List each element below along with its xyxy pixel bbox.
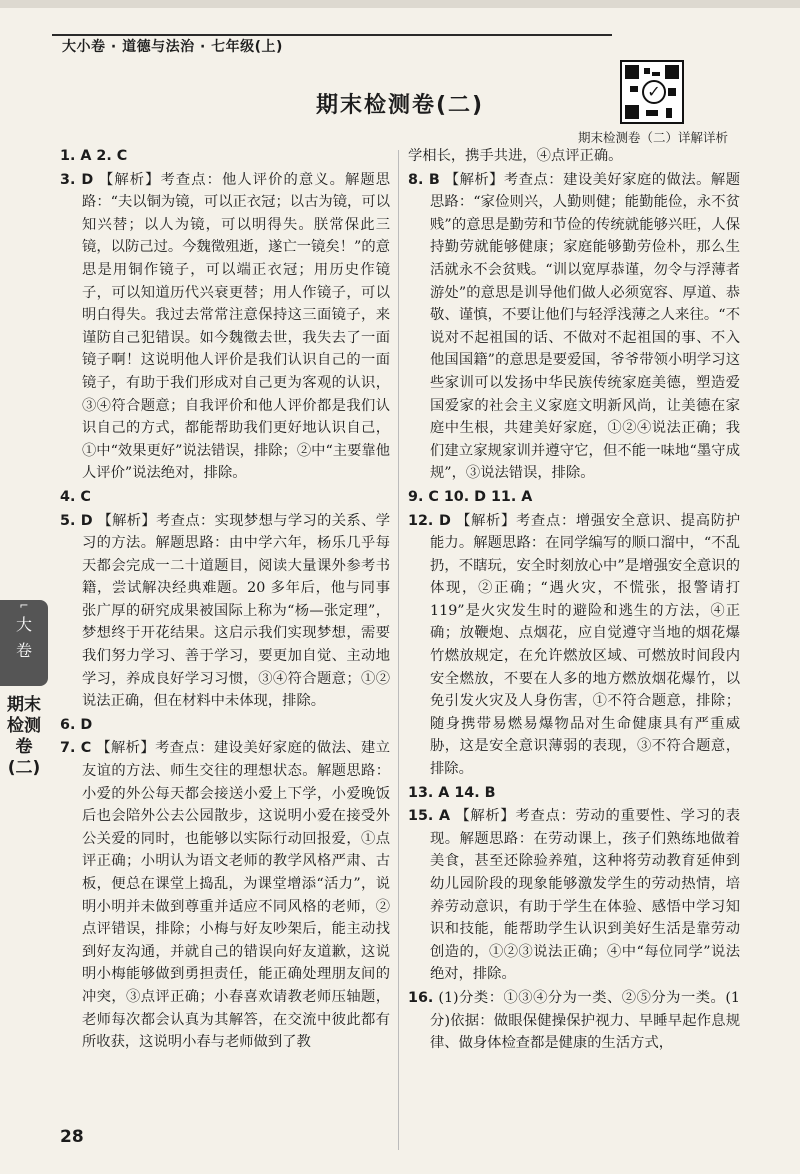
- side-tab: [0, 600, 48, 835]
- answer-item: 15. A 【解析】考查点：劳动的重要性、学习的表现。解题思路：在劳动课上，孩子们熟练地做着美食，甚至还除验养殖，这种将劳动教育延伸到幼儿园阶段的现象能够激发学生的劳动热情，培养劳动意识，有助于学生在体验、感悟中学习知识和技能，能帮助学生认识到美好生活是靠劳动创造的，①②③说法正确；④中“每位同学”说法绝对，排除。: [408, 808, 741, 983]
- page-number: 28: [60, 1127, 84, 1147]
- left-column: [60, 145, 390, 1055]
- check-icon: ✓: [642, 80, 666, 104]
- answer-item: 1. A 2. C: [60, 148, 128, 164]
- qr-code-icon[interactable]: [620, 60, 684, 124]
- top-strip: [0, 0, 800, 8]
- answer-item: 13. A 14. B: [408, 784, 496, 801]
- answer-item: 7. C 【解析】考查点：建设美好家庭的做法、建立友谊的方法、师生交往的理想状态。解题思路：小爱的外公每天都会接送小爱上下学，小爱晚饭后也会陪外公去公园散步，这说明小爱在接受外公关爱的同时，也能够以实际行动回报爱，①点评正确；小明认为语文老师的教学风格严肃、古板，便总在课堂上捣乱，为课堂增添“活力”，说明小明并未做到尊重并适应不同风格的老师，②点评错误，排除；小梅与好友吵架后，能主动找到好友沟通，并就自己的错误向好友道歉，这说明小梅能够做到勇担责任，能正确处理朋友间的冲突，③点评正确；小春喜欢请教老师压轴题，老师每次都会认真为其解答，在交流中彼此都有所收获，这说明小春与老师做到了教: [60, 740, 391, 1051]
- answer-item: 6. D: [60, 716, 93, 733]
- answer-item: 9. C 10. D 11. A: [408, 488, 533, 505]
- header-rule: [52, 34, 612, 36]
- side-tab-box: ⌐ 大 卷: [0, 600, 48, 686]
- answer-item: 16. (1)分类：①③④分为一类、②⑤分为一类。(1分)依据：做眼保健操保护视力、早睡早起作息规律、做身体检查都是健康的生活方式，: [408, 989, 740, 1052]
- answer-continuation: 学相长，携手共进，④点评正确。: [408, 148, 623, 164]
- answer-item: 4. C: [60, 488, 91, 505]
- side-tab-char1: 大: [15, 615, 32, 634]
- side-tab-label: 期末检测卷(二): [7, 695, 41, 778]
- column-divider: [398, 150, 399, 1150]
- answer-item: 3. D 【解析】考查点：他人评价的意义。解题思路：“夫以铜为镜，可以正衣冠；以古为镜，可以知兴替；以人为镜，可以明得失。朕常保此三镜，以防己过。今魏徵殂逝，遂亡一镜矣！”的意思是用铜作镜子，可以端正衣冠；用历史作镜子，可以知道历代兴衰更替；用人作镜子，可以明白得失。我过去常常注意保持这三面镜子，来谨防自己犯错误。如今魏徵去世，我失去了一面镜子啊！这说明他人评价是我们认识自己的一面镜子，有助于我们形成对自己更为客观的认识，③④符合题意；自我评价和他人评价都是我们认识自己的方式，都能帮助我们更好地认识自己，①中“效果更好”说法错误，排除；②中“主要靠他人评价”说法绝对，排除。: [60, 171, 390, 482]
- answer-item: 5. D 【解析】考查点：实现梦想与学习的关系、学习的方法。解题思路：由中学六年，杨乐几乎每天都会完成一二十道题目，阅读大量课外参考书籍，尝试解决经典难题。20 多年后，他与同事张广厚的研究成果被国际上称为“杨—张定理”，梦想终于开花结果。这启示我们实现梦想，需要我们努力学习、善于学习，要更加自觉、主动地学习，养成良好学习习惯，③④符合题意；①②说法正确，但在材料中未体现，排除。: [60, 512, 391, 710]
- series-header: 大小卷 · 道德与法治 · 七年级(上): [62, 39, 283, 55]
- side-tab-char2: 卷: [15, 641, 32, 660]
- page-title: 期末检测卷(二): [315, 93, 485, 118]
- right-column: [408, 145, 740, 1056]
- answer-item: 12. D 【解析】考查点：增强安全意识、提高防护能力。解题思路：在同学编写的顺口溜中，“不乱扔，不瞎玩，安全时刻放心中”是增强安全意识的体现，②正确；“遇火灾，不慌张，报警请打 119”是火灾发生时的避险和逃生的方法，④正确；放鞭炮、点烟花，应自觉遵守当地的烟花爆竹燃放规定，在允许燃放区域、可燃放时间段内安全燃放，不要在人多的地方燃放烟花爆竹，以免引发火灾及人身伤害，①不符合题意，排除；随身携带易燃易爆物品对生命健康具有严重威胁，这是安全意识薄弱的表现，③不符合题意，排除。: [408, 512, 741, 778]
- answer-item: 8. B 【解析】考查点：建设美好家庭的做法。解题思路：“家俭则兴，人勤则健；能勤能俭，永不贫贱”的意思是勤劳和节俭的传统就能够兴旺，人保持勤劳就能够健康；家庭能够勤劳俭朴，那么生活就永不会贫贱。“训以宽厚恭谨，勿令与浮薄者游处”的意思是训导他们做人必须宽容、厚道、恭敬、谨慎，不要让他们与轻浮浅薄之人来往。“不说对不起祖国的话、不做对不起祖国的事、不入他国国籍”的意思是要爱国，爷爷带领小明学习这些家训可以发扬中华民族传统家庭美德，塑造爱国爱家的社会主义家庭文明新风尚，让美德在家庭中生根，共建美好家庭，①②④说法正确；我们建立家规家训并遵守它，但不能一味地“墨守成规”，③说法错误，排除。: [408, 171, 741, 482]
- qr-caption: 期末检测卷（二）详解详析: [578, 130, 729, 145]
